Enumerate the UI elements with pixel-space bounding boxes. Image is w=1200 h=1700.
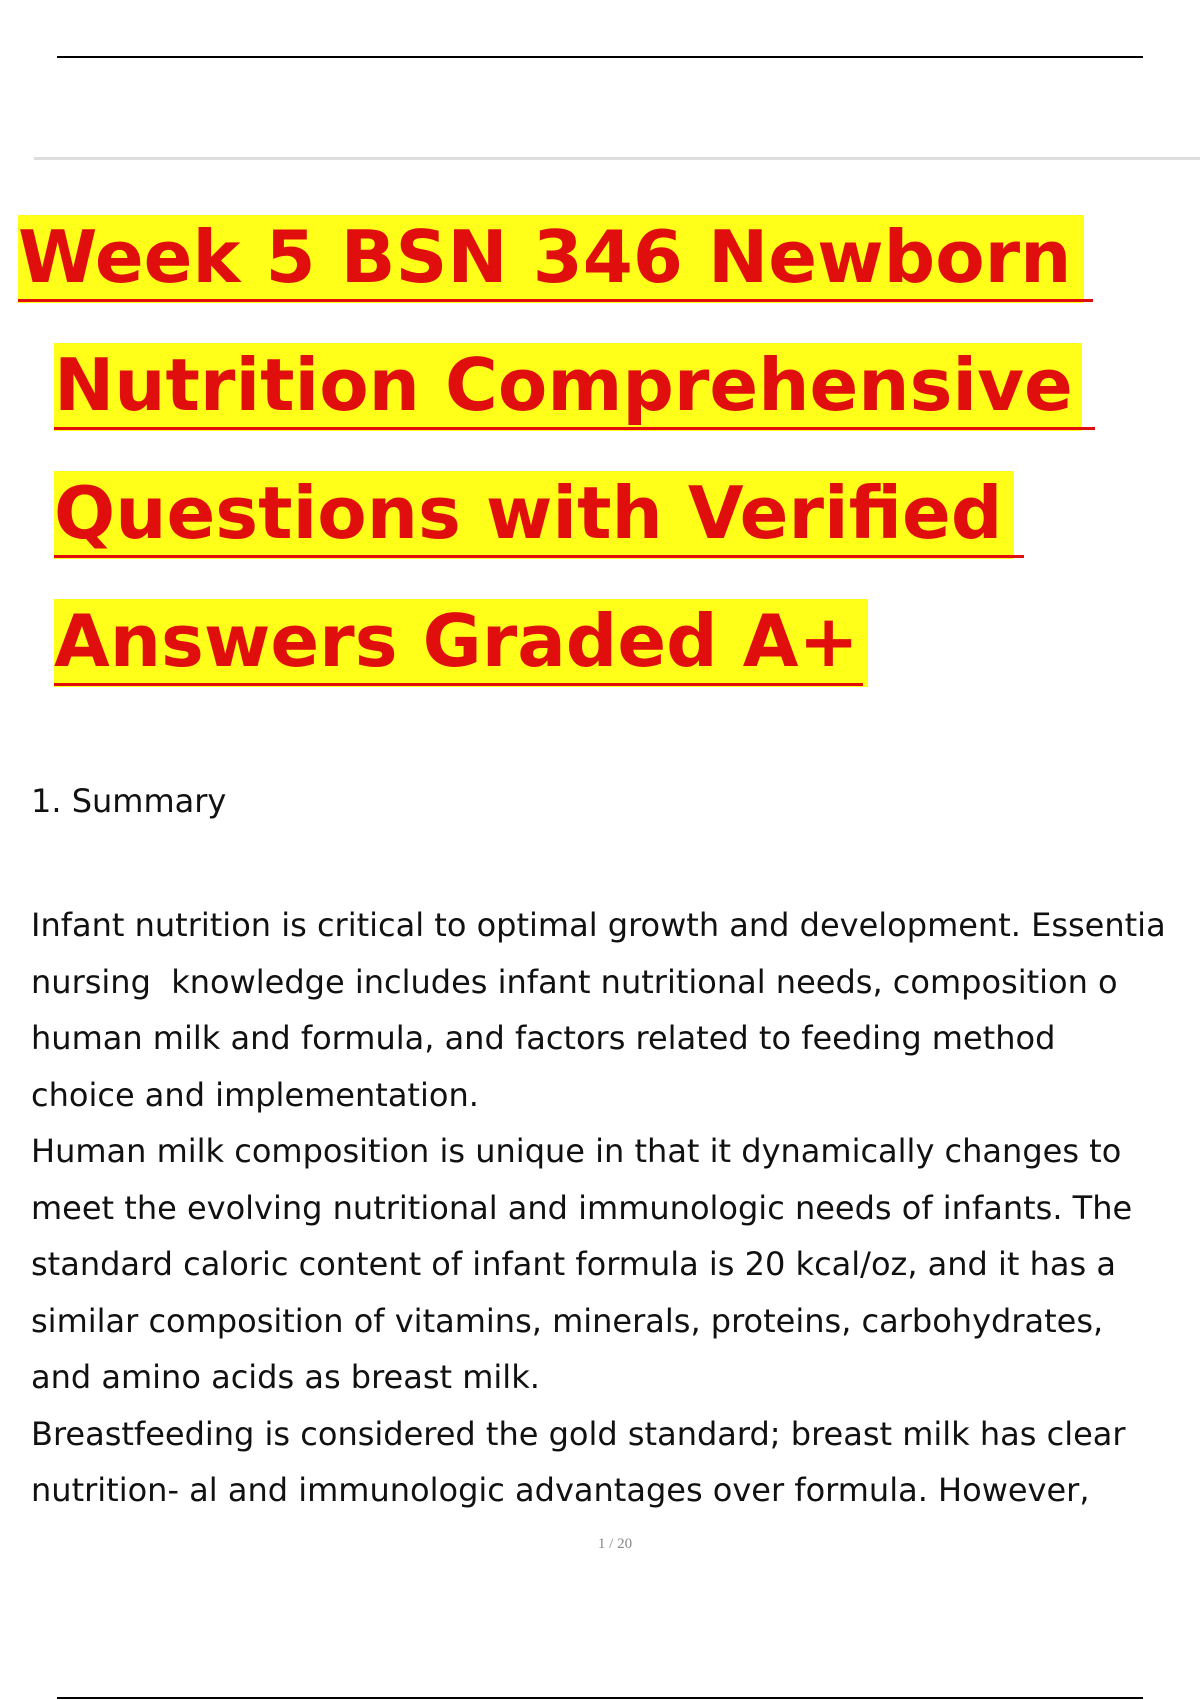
body-line: Human milk composition is unique in that it dynamically changes to — [31, 1132, 1122, 1170]
summary-body — [31, 897, 1200, 1519]
body-line: Infant nutrition is critical to optimal growth and development. Essentia — [31, 906, 1166, 944]
title-line-2: Nutrition Comprehensive — [54, 343, 1095, 431]
body-line: nutrition- al and immunologic advantages over formula. However, — [31, 1471, 1090, 1509]
body-line: similar composition of vitamins, minerals, proteins, carbohydrates, — [31, 1301, 1104, 1340]
title-line-3: Questions with Verified — [54, 471, 1024, 559]
body-line: meet the evolving nutritional and immunologic needs of infants. The — [31, 1188, 1133, 1227]
document-title — [0, 0, 1200, 700]
page-number: 1 / 20 — [597, 1536, 633, 1552]
body-line: choice and implementation. — [31, 1075, 479, 1114]
section-heading: 1. Summary — [31, 782, 227, 820]
body-line: nursing knowledge includes infant nutritional needs, composition o — [31, 962, 1118, 1001]
body-line: Breastfeeding is considered the gold standard; breast milk has clear — [31, 1414, 1126, 1453]
body-line: standard caloric content of infant formula is 20 kcal/oz, and it has a — [31, 1245, 1116, 1283]
title-line-4: Answers Graded A+ — [54, 599, 863, 687]
body-line: human milk and formula, and factors related to feeding method — [31, 1019, 1056, 1057]
bottom-rule — [57, 1697, 1143, 1699]
title-line-1: Week 5 BSN 346 Newborn — [18, 215, 1093, 303]
body-line: and amino acids as breast milk. — [31, 1358, 540, 1396]
